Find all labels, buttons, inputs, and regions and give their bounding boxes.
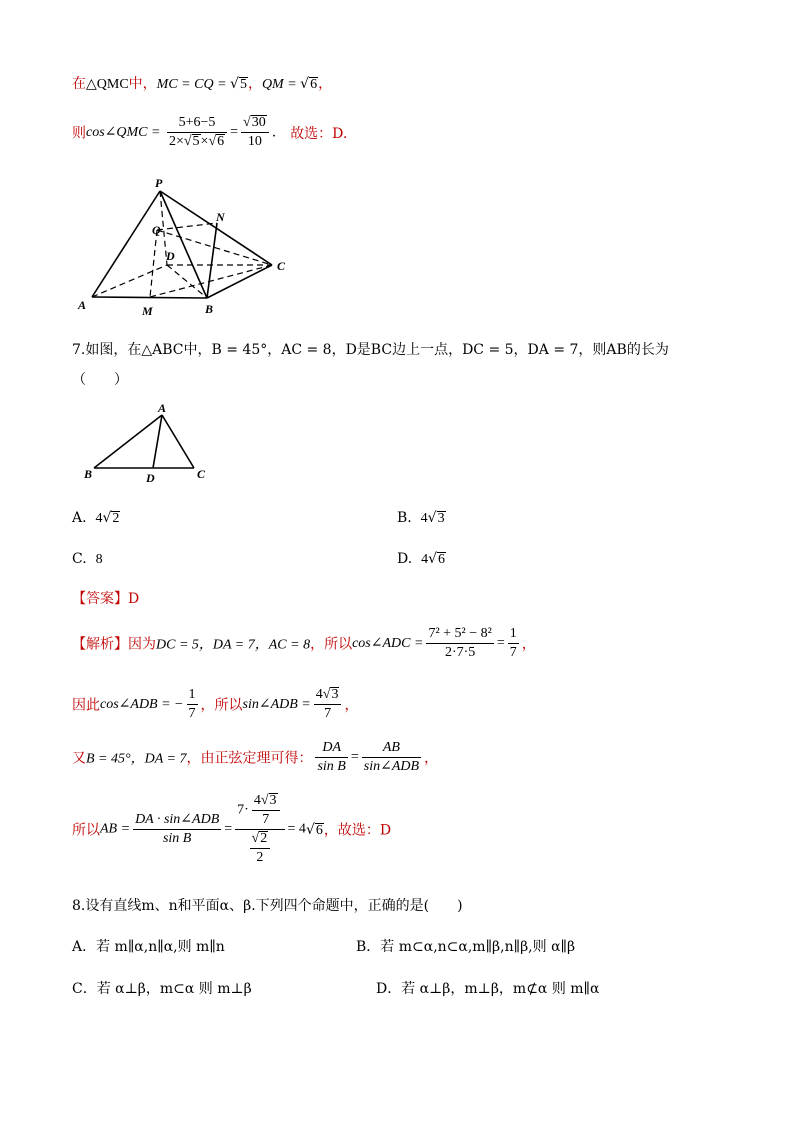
radicand: 6 [438, 552, 446, 567]
equals: = [230, 124, 239, 140]
equals: = [224, 821, 233, 837]
denominator: sin∠ADB [363, 759, 420, 774]
equals: = [350, 749, 359, 765]
denominator: sin B [317, 759, 346, 774]
text: 因此 [72, 697, 100, 714]
option-label: A. [72, 510, 87, 526]
radicand: 30 [251, 115, 266, 130]
question-7-paren: （ ） [72, 372, 128, 388]
answer-tag: 【答案】 [72, 591, 128, 607]
label-B: B [84, 467, 93, 481]
denominator: 10 [247, 134, 262, 149]
radicand: 3 [331, 687, 339, 702]
option-d[interactable]: D. 4√6 [397, 551, 446, 567]
denominator: 7 [324, 706, 332, 721]
pyramid-figure [72, 175, 302, 320]
radicand: 6 [315, 822, 323, 838]
label-C: C [197, 467, 206, 481]
numerator: 5+6−5 [167, 114, 227, 133]
denominator: 2·7·5 [444, 645, 476, 660]
radicand: 2 [260, 831, 268, 846]
numerator: DA [315, 739, 347, 758]
fraction [187, 686, 198, 723]
text: ， [247, 76, 262, 92]
text: ，所以 [200, 697, 243, 714]
fraction [133, 811, 221, 848]
edge-AD [92, 265, 167, 297]
fraction [167, 114, 227, 151]
option-c[interactable] [72, 551, 103, 568]
label-M: M [142, 304, 153, 318]
radicand: 5 [192, 134, 200, 149]
compound-fraction [235, 792, 284, 867]
numerator: DA · sin∠ADB [133, 811, 221, 830]
segment-QM [150, 230, 157, 297]
denominator: sin B [162, 831, 192, 846]
fraction [241, 114, 269, 151]
label-P: P [155, 176, 163, 190]
given-values: DC = 5，DA = 7，AC = 8 [156, 637, 311, 653]
text: 所以 [72, 822, 100, 839]
label-D: D [146, 471, 155, 485]
side-AC [162, 415, 194, 468]
analysis-line-1 [72, 625, 536, 662]
option-a[interactable]: A. 4√2 [72, 510, 120, 526]
text: ，故选：D [323, 822, 392, 839]
text: 在 [72, 76, 86, 92]
option-label: C. [72, 551, 87, 567]
numerator: 1 [508, 625, 519, 644]
inner-fraction: $\frac{4√3}{7}$ [252, 792, 280, 829]
q8-option-b[interactable]: B．若 m⊂α,n⊂α,m∥β,n∥β,则 α∥β [356, 939, 576, 955]
edge-PA [92, 191, 160, 297]
text: . [271, 124, 277, 141]
denominator: 7 [262, 812, 270, 827]
side-BA [94, 415, 162, 468]
fraction [426, 625, 493, 662]
edge-DB [167, 265, 207, 298]
equation: MC = CQ = [156, 77, 231, 92]
edge-AB [92, 297, 207, 298]
triangle-name: △QMC [86, 77, 129, 92]
cosine-expression: cos∠ADB = − [100, 697, 184, 712]
given-values: B = 45°，DA = 7 [86, 751, 187, 767]
text: ， [344, 697, 359, 714]
fraction [314, 686, 342, 723]
option-b[interactable]: B. 4√3 [397, 510, 445, 526]
analysis-tag: 【解析】 [72, 636, 128, 653]
option-label: B. [397, 510, 412, 526]
coefficient: 4 [315, 687, 323, 702]
result: = 4 [287, 821, 306, 837]
inner-fraction: $\frac{√2}{2}$ [250, 830, 271, 867]
text: 因为 [128, 636, 156, 653]
segment-QN [157, 223, 217, 230]
text: 则 [72, 125, 86, 142]
label-A: A [158, 401, 167, 415]
label-D: D [166, 249, 175, 263]
fraction [315, 739, 347, 776]
fraction [362, 739, 421, 776]
analysis-line-2 [72, 686, 358, 723]
ab-expression: AB = [100, 821, 131, 837]
option-label: D. [397, 551, 413, 567]
option-value: 8 [95, 552, 103, 567]
text: ， [318, 76, 333, 92]
coefficient: 4 [95, 511, 103, 526]
numerator: 1 [187, 686, 198, 705]
denominator [235, 830, 284, 867]
answer-choice: 故选：D. [290, 125, 348, 142]
cosine-expression: cos∠QMC = [86, 125, 164, 140]
text: 中， [128, 76, 157, 92]
q8-option-a[interactable]: A．若 m∥α,n∥α,则 m∥n [72, 939, 225, 955]
label-A: A [78, 298, 87, 312]
edge-BC [207, 265, 272, 298]
coefficient: 4 [420, 511, 428, 526]
coefficient: 4 [421, 552, 429, 567]
text: × [200, 134, 209, 149]
denominator: 2×√5×√6 [168, 134, 225, 149]
solution-line-1: 在△QMC中，MC = CQ = √5，QM = √6， [72, 76, 333, 92]
equation: QM = [261, 77, 301, 92]
segment-AD [153, 415, 162, 468]
label-B: B [205, 302, 214, 316]
denominator: 7 [188, 706, 196, 721]
sine-expression: sin∠ADB = [242, 697, 311, 712]
text: ，由正弦定理可得： [186, 750, 313, 767]
triangle-figure [80, 398, 220, 488]
label-Q: Q [152, 223, 161, 237]
question-7-text: 7.如图，在△ABC中，B = 45°，AC = 8，D是BC边上一点，DC = 5，DA = 7，则AB的长为 [72, 342, 669, 358]
text: 又 [72, 750, 86, 767]
denominator: 2 [256, 850, 264, 865]
text: ， [424, 750, 439, 767]
numerator: AB [362, 739, 421, 758]
radicand: 2 [112, 511, 120, 526]
denominator: 7 [509, 645, 517, 660]
text: 2× [168, 134, 184, 149]
q8-option-d[interactable]: D．若 α⊥β，m⊥β，m⊄α 则 m∥α [376, 981, 600, 997]
edge-NB [207, 223, 217, 298]
equals: = [496, 635, 505, 651]
text: 7· [237, 802, 249, 818]
analysis-line-4: 所以AB = $\frac{\text{DA · sin∠ADB}}{\text{sin B}}$ = 7· $\frac{4√3}{7}$ $\frac{√2}{2}$ = 4√6，故选：D [72, 793, 392, 865]
numerator: √30 [241, 114, 269, 133]
question-8-text: 8.设有直线m、n和平面α、β.下列四个命题中，正确的是( ) [72, 898, 463, 914]
numerator: 4√3 [314, 686, 342, 705]
solution-line-2 [72, 114, 347, 151]
radicand: 5 [239, 77, 247, 92]
text: ， [521, 636, 536, 653]
analysis-line-3 [72, 739, 438, 776]
label-N: N [216, 210, 225, 224]
radicand: 6 [310, 77, 318, 92]
numerator [235, 792, 284, 830]
radicand: 3 [437, 511, 445, 526]
label-C: C [277, 259, 286, 273]
answer-line [72, 588, 139, 608]
text: ，所以 [310, 636, 353, 653]
numerator: 7² + 5² − 8² [426, 625, 493, 644]
q8-option-c[interactable]: C．若 α⊥β，m⊂α 则 m⊥β [72, 981, 252, 997]
radicand: 3 [269, 793, 277, 808]
answer-value: D [128, 591, 140, 607]
radicand: 6 [217, 134, 225, 149]
cosine-expression: cos∠ADC = [352, 636, 424, 651]
fraction [508, 625, 519, 662]
coefficient: 4 [253, 793, 261, 808]
